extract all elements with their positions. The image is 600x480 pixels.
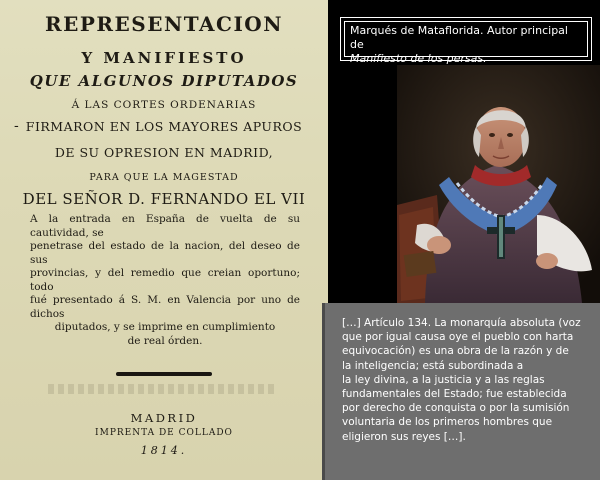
quote-line: la ley divina, a la justicia y a las reglas [342, 373, 545, 386]
caption-text: Marqués de Mataflorida. Autor principal de [350, 24, 568, 51]
doc-body-paragraph [30, 213, 300, 348]
doc-imprint-year: 1814. [140, 444, 188, 457]
doc-subtitle: Y MANIFIESTO [81, 49, 247, 67]
doc-imprint-press: IMPRENTA DE COLLADO [95, 428, 233, 438]
doc-body-line: penetrase del estado de la nacion, del deseo de sus [30, 240, 300, 266]
doc-divider [116, 372, 212, 376]
doc-imprint-city: MADRID [130, 411, 198, 425]
right-hand [536, 253, 558, 269]
portrait-caption [340, 17, 592, 65]
doc-body-line: A la entrada en España de vuelta de su cautividad, se [30, 213, 300, 239]
quote-line: eligieron sus reyes […]. [342, 430, 466, 443]
left-hand [427, 236, 451, 254]
doc-line-madrid: DE SU OPRESION EN MADRID, [54, 145, 274, 160]
portrait-marques-de-mataflorida [397, 65, 600, 303]
quote-line: la inteligencia; está subordinada a [342, 359, 524, 372]
doc-body-line: de real órden. [127, 334, 203, 347]
doc-margin-mark: - [14, 118, 19, 134]
quote-line: fundamentales del Estado; fue establecida [342, 388, 567, 401]
constitution-quote [322, 303, 600, 480]
quote-line: voluntaria de los primeros hombres que [342, 416, 553, 429]
doc-body-line: provincias, y del remedio que creian oportuno; todo [30, 267, 300, 293]
doc-line-diputados: QUE ALGUNOS DIPUTADOS [29, 72, 299, 90]
portrait-caption-inner [344, 21, 588, 65]
doc-body-line: fué presentado á S. M. en Valencia por uno de dichos [30, 294, 300, 320]
doc-line-cortes: Á LAS CORTES ORDENARIAS [71, 99, 257, 111]
doc-line-magestad: PARA QUE LA MAGESTAD [89, 172, 239, 183]
doc-title: REPRESENTACION [44, 12, 284, 36]
doc-line-fernando: DEL SEÑOR D. FERNANDO EL VII [22, 190, 306, 208]
quote-line: que por igual causa oye el pueblo con harta [342, 331, 574, 344]
quote-line: […] Artículo 134. La monarquía absoluta (voz [342, 317, 581, 329]
doc-body-line: diputados, y se imprime en cumplimiento [54, 321, 276, 333]
quote-line: equivocación) es una obra de la razón y de [342, 345, 569, 358]
portrait-painting [397, 65, 600, 303]
book [404, 251, 437, 277]
quote-line: por derecho de conquista o por la sumisión [342, 402, 570, 415]
caption-italic: Manifiesto de los persas. [350, 52, 487, 65]
doc-line-apuros: FIRMARON EN LOS MAYORES APUROS [25, 119, 303, 134]
doc-bleedthrough [48, 384, 278, 394]
